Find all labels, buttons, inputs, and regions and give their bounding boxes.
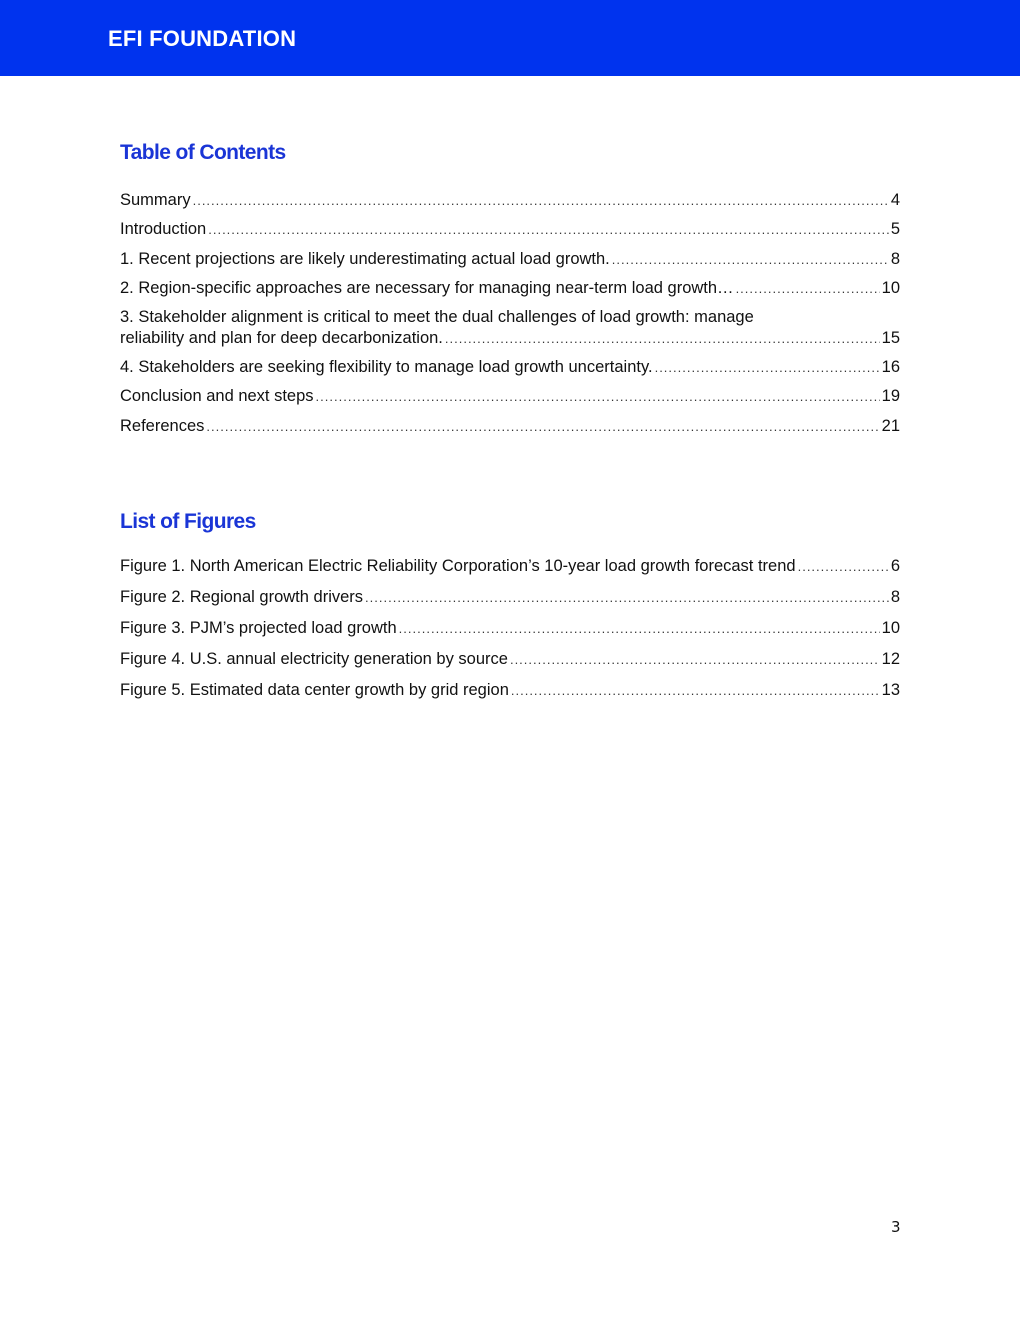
dot-leader	[445, 328, 880, 349]
figures-heading: List of Figures	[120, 510, 256, 533]
dot-leader	[798, 556, 889, 577]
dot-leader	[208, 219, 889, 240]
figure-entry-text: Figure 4. U.S. annual electricity generation by source	[120, 650, 508, 668]
toc-entry-conclusion[interactable]	[120, 386, 900, 407]
figure-entry-2[interactable]	[120, 587, 900, 608]
toc-entry-text: References	[120, 417, 205, 435]
toc-entry-text-line1: 3. Stakeholder alignment is critical to meet the dual challenges of load growth: manage	[120, 308, 754, 326]
toc-entry-text: Summary	[120, 191, 191, 209]
page-number: 3	[891, 1218, 901, 1236]
toc-entry-3[interactable]	[120, 307, 900, 349]
toc-entry-page: 21	[881, 417, 900, 435]
toc-entry-text: 2. Region-specific approaches are necessary for managing near-term load growth…	[120, 279, 734, 297]
toc-entry-4[interactable]	[120, 357, 900, 378]
figure-entry-page: 6	[890, 557, 900, 575]
toc-entry-page: 4	[890, 191, 900, 209]
figure-entry-3[interactable]	[120, 618, 900, 639]
toc-entry-page: 10	[881, 279, 900, 297]
dot-leader	[206, 416, 879, 437]
toc-entry-references[interactable]	[120, 416, 900, 437]
dot-leader	[365, 587, 889, 608]
toc-entry-introduction[interactable]	[120, 219, 900, 240]
toc-heading: Table of Contents	[120, 141, 286, 164]
header-bar	[0, 0, 1020, 76]
figure-entry-text: Figure 5. Estimated data center growth by grid region	[120, 681, 509, 699]
toc-entry-page: 5	[890, 220, 900, 238]
toc-entry-text: 4. Stakeholders are seeking flexibility to manage load growth uncertainty.	[120, 358, 653, 376]
toc-entry-page: 19	[881, 387, 900, 405]
dot-leader	[193, 190, 889, 211]
dot-leader	[399, 618, 880, 639]
toc-entry-page: 15	[881, 329, 900, 347]
dot-leader	[736, 278, 880, 299]
toc-entry-1[interactable]	[120, 249, 900, 270]
toc-entry-page: 8	[890, 250, 900, 268]
dot-leader	[316, 386, 880, 407]
figure-entry-page: 12	[881, 650, 900, 668]
toc-entry-2[interactable]	[120, 278, 900, 299]
dot-leader	[510, 649, 880, 670]
dot-leader	[612, 249, 889, 270]
toc-entry-summary[interactable]	[120, 190, 900, 211]
toc-entry-text: Introduction	[120, 220, 207, 238]
toc-entry-text: reliability and plan for deep decarbonization.	[120, 329, 443, 347]
figure-entry-4[interactable]	[120, 649, 900, 670]
figure-entry-page: 10	[881, 619, 900, 637]
toc-entry-text: 1. Recent projections are likely underestimating actual load growth.	[120, 250, 610, 268]
header-title: EFI FOUNDATION	[108, 26, 297, 51]
figure-entry-text: Figure 2. Regional growth drivers	[120, 588, 364, 606]
figure-entry-page: 13	[881, 681, 900, 699]
figure-entry-5[interactable]	[120, 680, 900, 701]
figure-entry-page: 8	[890, 588, 900, 606]
toc-entry-text: Conclusion and next steps	[120, 387, 314, 405]
figure-entry-1[interactable]	[120, 556, 900, 577]
figure-entry-text: Figure 1. North American Electric Reliability Corporation’s 10-year load growth forecast trend	[120, 557, 796, 575]
figure-entry-text: Figure 3. PJM’s projected load growth	[120, 619, 397, 637]
dot-leader	[511, 680, 880, 701]
dot-leader	[655, 357, 880, 378]
toc-entry-page: 16	[881, 358, 900, 376]
